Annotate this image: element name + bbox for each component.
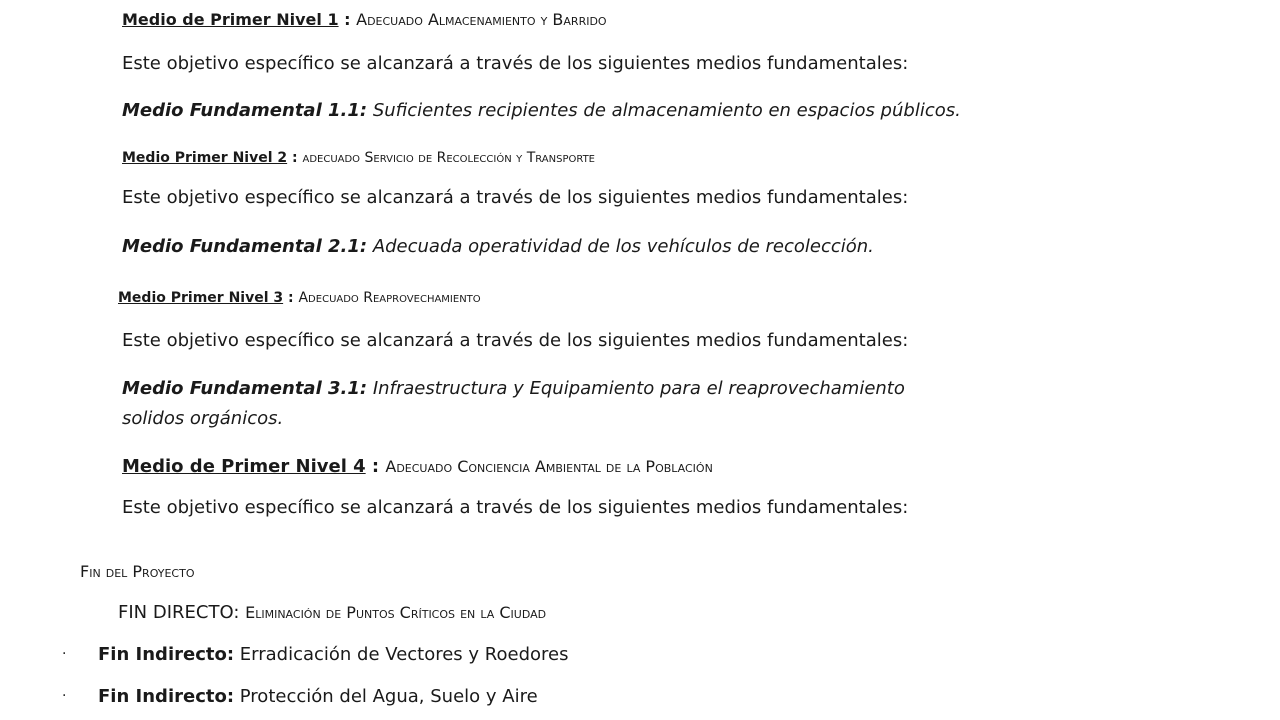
medio-primer-nivel-2-heading [122, 150, 595, 167]
medio-primer-nivel-3-heading [118, 290, 481, 307]
fin-indirecto-2-text: Protección del Agua, Suelo y Aire [234, 686, 538, 707]
mf-1-1-label: Medio Fundamental 1.1: [122, 100, 368, 121]
medio-3-title: Adecuado Reaprovechamiento [298, 290, 481, 306]
fin-directo-line [118, 602, 546, 624]
fin-directo-label: FIN DIRECTO [118, 602, 234, 623]
medio-3-label: Medio Primer Nivel 3 [118, 290, 284, 306]
mf-3-1-text-line-1: Infraestructura y Equipamiento para el reaprovechamiento [367, 378, 905, 399]
fin-indirecto-2 [98, 686, 538, 708]
mf-1-1-text: Suficientes recipientes de almacenamiento en espacios públicos. [367, 100, 961, 121]
medio-1-separator: : [338, 10, 357, 29]
fin-indirecto-1-bullet: · [62, 646, 67, 662]
objetivo-text-3: Este objetivo específico se alcanzará a través de los siguientes medios fundamentales: [122, 330, 909, 351]
fin-directo-separator: : [233, 602, 246, 623]
medio-primer-nivel-1-heading [122, 10, 607, 29]
fin-indirecto-2-bullet: · [62, 688, 67, 704]
objetivo-text-2: Este objetivo específico se alcanzará a través de los siguientes medios fundamentales: [122, 187, 909, 208]
medio-4-title: Adecuado Conciencia Ambiental de la Población [385, 457, 713, 476]
medio-fundamental-3-1 [122, 378, 905, 400]
objetivo-text-1: Este objetivo específico se alcanzará a través de los siguientes medios fundamentales: [122, 53, 909, 74]
medio-4-label: Medio de Primer Nivel 4 [122, 456, 366, 477]
medio-2-title: adecuado Servicio de Recolección y Transporte [302, 150, 596, 166]
mf-3-1-text-line-2: solidos orgánicos. [122, 408, 284, 429]
fin-del-proyecto-heading: Fin del Proyecto [80, 562, 195, 581]
medio-3-separator: : [283, 290, 299, 306]
mf-2-1-text: Adecuada operatividad de los vehículos de recolección. [367, 236, 874, 257]
medio-2-separator: : [287, 150, 303, 166]
fin-indirecto-1 [98, 644, 568, 666]
fin-directo-text: Eliminación de Puntos Críticos en la Ciudad [245, 603, 547, 622]
mf-3-1-label: Medio Fundamental 3.1: [122, 378, 368, 399]
medio-1-label: Medio de Primer Nivel 1 [122, 10, 339, 29]
fin-indirecto-2-label: Fin Indirecto: [98, 686, 235, 707]
mf-2-1-label: Medio Fundamental 2.1: [122, 236, 368, 257]
medio-primer-nivel-4-heading [122, 456, 713, 478]
fin-indirecto-1-text: Erradicación de Vectores y Roedores [234, 644, 569, 665]
medio-1-title: Adecuado Almacenamiento y Barrido [356, 10, 607, 29]
objetivo-text-4: Este objetivo específico se alcanzará a través de los siguientes medios fundamentales: [122, 497, 909, 518]
fin-indirecto-1-label: Fin Indirecto: [98, 644, 235, 665]
medio-fundamental-2-1 [122, 236, 874, 258]
medio-2-label: Medio Primer Nivel 2 [122, 150, 288, 166]
medio-fundamental-1-1 [122, 100, 961, 122]
medio-4-separator: : [365, 456, 386, 477]
